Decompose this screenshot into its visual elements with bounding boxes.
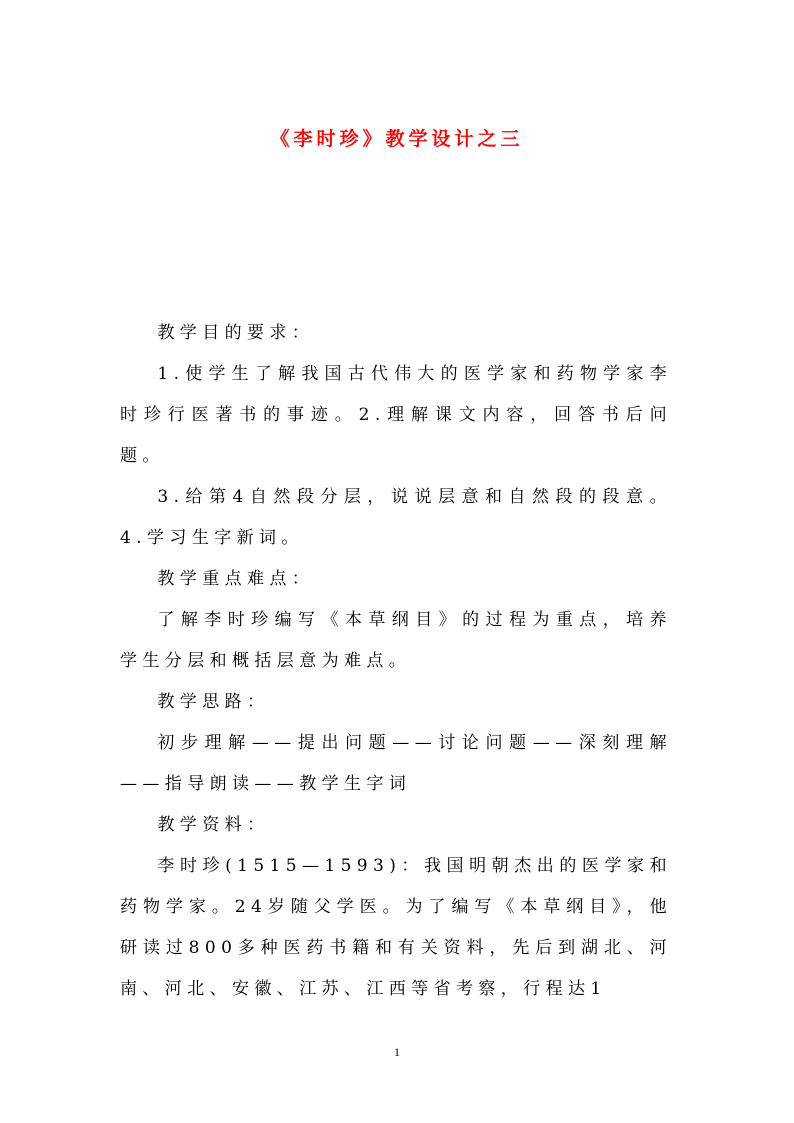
paragraph-approach-heading: 教学思路： — [157, 692, 270, 712]
paragraph-materials: 李时珍(1515—1593)：我国明朝杰出的医学家和药物学家。24岁随父学医。为了编写《本草纲目》，他研读过800多种医药书籍和有关资料，先后到湖北、河南、河北、安徽、江苏、江西等省考察，行程达1 — [120, 856, 672, 999]
paragraph-objectives-3-4: 3.给第4自然段分层，说说层意和自然段的段意。4.学习生字新词。 — [120, 487, 672, 548]
document-body — [120, 313, 672, 1010]
paragraph-key-points: 了解李时珍编写《本草纲目》的过程为重点，培养学生分层和概括层意为难点。 — [120, 610, 672, 671]
page-number: 1 — [394, 1045, 400, 1059]
paragraph-key-points-heading: 教学重点难点： — [157, 569, 315, 589]
paragraph-objectives-heading: 教学目的要求： — [157, 323, 315, 343]
paragraph-approach: 初步理解——提出问题——讨论问题——深刻理解——指导朗读——教学生字词 — [120, 733, 672, 794]
paragraph-objectives-1-2: 1.使学生了解我国古代伟大的医学家和药物学家李时珍行医著书的事迹。2.理解课文内容，回答书后问题。 — [120, 364, 672, 466]
document-title: 《李时珍》教学设计之三 — [270, 128, 524, 150]
paragraph-materials-heading: 教学资料： — [157, 815, 270, 835]
